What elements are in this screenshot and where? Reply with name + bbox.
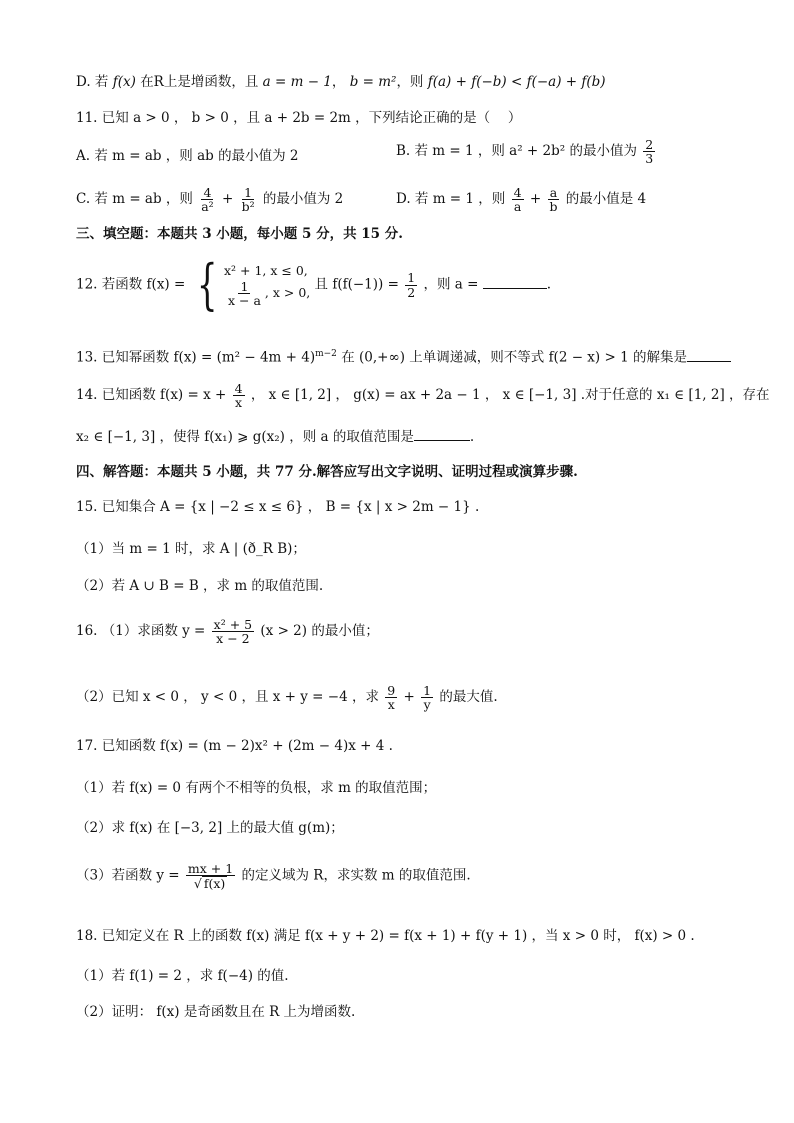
q11c-frac2 bbox=[240, 186, 257, 213]
q13 bbox=[76, 344, 731, 368]
q17-part2: （2）求 f(x) 在 [−3, 2] 上的最大值 g(m)； bbox=[76, 820, 344, 836]
q12-mid: 且 f(f(−1)) = bbox=[314, 276, 399, 293]
q18-stem: 18. 已知定义在 R 上的函数 f(x) 满足 f(x + y + 2) = f(x + 1) + f(y + 1) ，当 x > 0 时， f(x) > 0 . bbox=[76, 928, 695, 944]
q17-frac bbox=[186, 862, 235, 890]
q14-line1a: 14. 已知函数 f(x) = x + bbox=[76, 387, 227, 404]
q12 bbox=[76, 253, 551, 316]
q12-end: . bbox=[546, 276, 551, 293]
q17-part3 bbox=[76, 862, 471, 890]
q10d-label: D. 若 bbox=[76, 74, 109, 90]
q11d-d1: a bbox=[513, 199, 522, 215]
q11c-n2: 1 bbox=[244, 185, 253, 200]
q14-den: x bbox=[235, 395, 243, 411]
q14-answer-blank[interactable] bbox=[414, 426, 470, 441]
q12-den: 2 bbox=[407, 284, 416, 300]
q10d-sep2: ，则 bbox=[396, 74, 424, 90]
q15-part1: （1）当 m = 1 时，求 A | (ð_R B)； bbox=[76, 541, 306, 557]
q12-case2-tail: , x > 0, bbox=[264, 284, 311, 300]
q12-case2-frac bbox=[226, 280, 263, 307]
q16-p2post: 的最大值. bbox=[439, 689, 498, 706]
q11-option-a: A. 若 m = ab ，则 ab 的最小值为 2 bbox=[76, 148, 299, 164]
q13-text: 13. 已知幂函数 f(x) = (m² − 4m + 4) bbox=[76, 349, 316, 366]
q18-part1: （1）若 f(1) = 2 ，求 f(−4) 的值. bbox=[76, 968, 289, 984]
q16-part2 bbox=[76, 684, 498, 711]
q17-p3pre: （3）若函数 y = bbox=[76, 867, 180, 884]
q16-pre: 16. （1）求函数 y = bbox=[76, 623, 206, 640]
q11c-text: C. 若 m = ab ，则 bbox=[76, 191, 193, 208]
q17-den: √ f(x) bbox=[193, 876, 226, 892]
q16-p2pre: （2）已知 x < 0 ， y < 0 ，且 x + y = −4 ，求 bbox=[76, 689, 379, 706]
q14-line1b: ， x ∈ [1, 2] ， g(x) = ax + 2a − 1 ， x ∈ [−1, 3] .对于任意的 x₁ ∈ [1, 2] ，存在 bbox=[250, 387, 770, 404]
q16-frac2 bbox=[421, 684, 433, 711]
q12-pre: 12. 若函数 f(x) = bbox=[76, 276, 186, 293]
q11d-text: D. 若 m = 1 ，则 bbox=[396, 191, 506, 208]
q13-text2: 在 (0,+∞) 上单调递减，则不等式 f(2 − x) > 1 的解集是 bbox=[341, 349, 687, 366]
section-3-heading: 三、填空题：本题共 3 小题，每小题 5 分，共 15 分. bbox=[76, 226, 403, 242]
q11d-frac2 bbox=[547, 186, 559, 213]
q12-brace-glyph: { bbox=[196, 253, 218, 316]
q11d-plus: + bbox=[529, 191, 542, 208]
q10d-fx: f(x) bbox=[112, 74, 136, 90]
q16-n1: 9 bbox=[387, 683, 396, 698]
q10-option-d bbox=[76, 72, 606, 92]
section-4-heading: 四、解答题：本题共 5 小题，共 77 分.解答应写出文字说明、证明过程或演算步骤. bbox=[76, 464, 578, 480]
q11-number: 11. 已知 bbox=[76, 110, 129, 126]
q12-piecewise bbox=[190, 253, 311, 316]
q17-num: mx + 1 bbox=[187, 861, 234, 876]
q16-part1 bbox=[76, 618, 379, 645]
q16-d1: x bbox=[387, 697, 395, 713]
q12-case2-num: 1 bbox=[240, 278, 249, 294]
q12-post: ，则 a = bbox=[423, 276, 479, 293]
q10d-rest: 在R上是增函数，且 bbox=[140, 74, 259, 90]
q11d-post: 的最小值是 4 bbox=[565, 191, 647, 208]
q11b-text: B. 若 m = 1 ，则 a² + 2b² 的最小值为 bbox=[396, 143, 637, 160]
q12-case1: x² + 1, x ≤ 0, bbox=[223, 263, 308, 279]
q13-exponent: m−2 bbox=[315, 349, 337, 359]
q14-line2-text: x₂ ∈ [−1, 3] ，使得 f(x₁) ⩾ g(x₂) ，则 a 的取值范围是 bbox=[76, 429, 414, 445]
q16-frac bbox=[212, 618, 254, 645]
q11d-d2: b bbox=[549, 199, 558, 215]
q16-plus: + bbox=[403, 689, 415, 706]
q11-option-d bbox=[396, 186, 646, 213]
q12-answer-blank[interactable] bbox=[483, 274, 547, 289]
q11-option-c bbox=[76, 186, 343, 213]
q17-den-radicand: f(x) bbox=[203, 876, 226, 892]
q11b-num: 2 bbox=[645, 137, 654, 152]
q16-frac1 bbox=[385, 684, 397, 711]
q14-end: . bbox=[469, 429, 475, 445]
q16-n2: 1 bbox=[423, 683, 432, 698]
q11c-d2: b² bbox=[241, 199, 255, 215]
q11-stem bbox=[76, 108, 521, 128]
q11b-fraction bbox=[643, 138, 655, 165]
q10d-eq1: a = m − 1 bbox=[262, 74, 332, 90]
q14-line2 bbox=[76, 426, 474, 447]
q13-answer-blank[interactable] bbox=[687, 347, 731, 362]
q12-frac bbox=[405, 271, 417, 298]
q16-num: x² + 5 bbox=[213, 617, 253, 632]
q14-line1 bbox=[76, 382, 770, 409]
q18-part2: （2）证明： f(x) 是奇函数且在 R 上为增函数. bbox=[76, 1004, 356, 1020]
q17-part1: （1）若 f(x) = 0 有两个不相等的负根，求 m 的取值范围； bbox=[76, 780, 437, 796]
q15-stem: 15. 已知集合 A = {x | −2 ≤ x ≤ 6} ， B = {x | x > 2m − 1} . bbox=[76, 499, 480, 515]
q14-num: 4 bbox=[234, 381, 243, 396]
q16-den: x − 2 bbox=[216, 631, 250, 647]
q12-case2 bbox=[224, 280, 310, 307]
q11b-den: 3 bbox=[645, 151, 654, 167]
q17-stem: 17. 已知函数 f(x) = (m − 2)x² + (2m − 4)x + 4 . bbox=[76, 738, 393, 754]
q10d-ineq: f(a) + f(−b) < f(−a) + f(b) bbox=[427, 74, 606, 90]
q14-frac bbox=[233, 382, 245, 409]
q11c-plus: + bbox=[221, 191, 234, 208]
q11-condition: a > 0 ， b > 0 ，且 a + 2b = 2m ，下列结论正确的是（ ） bbox=[133, 110, 522, 126]
q10d-sep: ， bbox=[331, 74, 346, 90]
q11d-n1: 4 bbox=[513, 185, 522, 200]
q11-option-b bbox=[396, 138, 657, 165]
q10d-eq2: b = m² bbox=[349, 74, 397, 90]
q16-d2: y bbox=[423, 697, 431, 713]
q15-part2: （2）若 A ∪ B = B ，求 m 的取值范围. bbox=[76, 578, 324, 594]
q12-num: 1 bbox=[407, 270, 416, 286]
q11c-d1: a² bbox=[201, 199, 214, 215]
q11c-frac1 bbox=[199, 186, 215, 213]
q16-post: (x > 2) 的最小值； bbox=[260, 623, 379, 640]
q11d-frac1 bbox=[512, 186, 524, 213]
q17-p3post: 的定义域为 R，求实数 m 的取值范围. bbox=[241, 867, 471, 884]
q12-case2-den: x − a bbox=[227, 292, 261, 308]
q12-cases bbox=[224, 263, 310, 307]
q11d-n2: a bbox=[549, 185, 558, 200]
q11c-post: 的最小值为 2 bbox=[262, 191, 344, 208]
q11c-n1: 4 bbox=[203, 185, 212, 200]
